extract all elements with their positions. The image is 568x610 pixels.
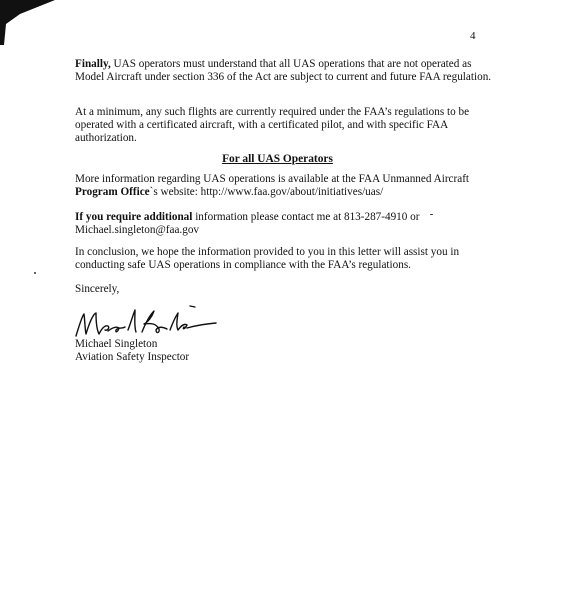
paragraph-finally: [75, 58, 500, 84]
page-number: 4: [470, 30, 476, 42]
paragraph-more-info-text-2: `s website: http://www.faa.gov/about/initiatives/uas/: [149, 186, 384, 198]
paragraph-finally-text: UAS operators must understand that all UAS operations that are not operated as Model Aircraft under section 336 of the Act are subject to current and future FAA regulation.: [75, 58, 492, 83]
paragraph-minimum-text: At a minimum, any such flights are currently required under the FAA’s regulations to be operated with a certificated aircraft, with a certificated pilot, and with specific FAA authorization.: [75, 106, 470, 144]
closing: [75, 283, 500, 296]
paragraph-contact-text: information please contact me at 813-287-4910 or Michael.singleton@faa.gov: [75, 211, 420, 236]
signatory-name: Michael Singleton: [75, 338, 158, 350]
paragraph-conclusion: [75, 246, 500, 272]
signatory-title: Aviation Safety Inspector: [75, 351, 190, 363]
paragraph-contact-bold: If you require additional: [75, 211, 193, 223]
closing-text: Sincerely,: [75, 283, 120, 295]
scan-speck: [34, 272, 36, 274]
paragraph-more-info-bold: Program Office: [75, 186, 150, 198]
section-heading: For all UAS Operators: [222, 153, 333, 165]
paragraph-conclusion-text: In conclusion, we hope the information provided to you in this letter will assist you in conducting safe UAS operations in compliance with the FAA’s regulations.: [75, 246, 460, 271]
paragraph-more-info: [75, 173, 500, 199]
scan-corner-mark: [0, 0, 60, 50]
paragraph-finally-lead: Finally,: [75, 58, 111, 70]
scan-speck: [430, 214, 433, 215]
paragraph-contact: [75, 211, 500, 237]
paragraph-minimum: [75, 106, 500, 145]
paragraph-more-info-text-1: More information regarding UAS operations is available at the FAA Unmanned Aircraft: [75, 173, 470, 185]
